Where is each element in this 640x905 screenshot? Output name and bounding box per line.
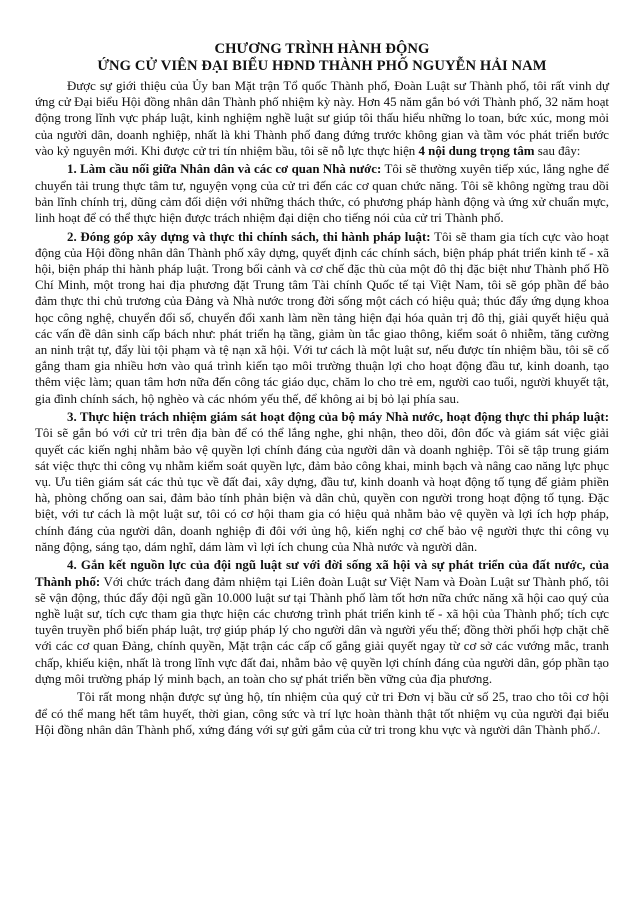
item-3-text: Tôi sẽ gắn bó với cử tri trên địa bàn để có thể lắng nghe, ghi nhận, theo dõi, đôn đốc và giám sát việc giải quyết các kiến nghị nhằm bảo vệ quyền lợi chính đáng của người dân và doanh nghiệp. Tôi sẽ tập trung giám sát việc thực thi công vụ nhằm kiểm soát quyền lực, đảm bảo công khai, minh bạch và nâng cao năng lực phục vụ. Ưu tiên giám sát các thủ tục về đất đai, xây dựng, đầu tư, kinh doanh và hoạt động tố tụng để giảm phiền hà, phòng chống oan sai, đảm bảo tính phản biện và dân chủ, quyền con người trong hoạt động tố tụng. Đặc biệt, với tư cách là một luật sư, tôi có cơ hội tham gia có hiệu quả nhằm bảo vệ quyền và lợi ích hợp pháp, chính đáng của người dân, doanh nghiệp đi đôi với ủng hộ, kiến nghị cơ chế bảo vệ người thực thi công vụ năng động, sáng tạo, dám nghĩ, dám làm vì lợi ích chung của Nhà nước và người dân. (35, 426, 609, 554)
item-3-paragraph (35, 409, 609, 555)
item-1-text: Tôi sẽ thường xuyên tiếp xúc, lắng nghe để chuyển tải trung thực tâm tư, nguyện vọng của cử tri đến các cơ quan chức năng. Tôi sẽ không ngừng trau dồi bản lĩnh chính trị, dũng cảm đối diện với những thách thức, có phương pháp hành động và ứng xử chuẩn mực, linh hoạt để có thể thực hiện được trách nhiệm đại diện cho tiếng nói của cử tri Thành phố. (35, 162, 609, 226)
item-1-heading: 1. Làm cầu nối giữa Nhân dân và các cơ quan Nhà nước: (67, 162, 382, 177)
item-3-heading: 3. Thực hiện trách nhiệm giám sát hoạt động của bộ máy Nhà nước, hoạt động thực thi pháp luật: (67, 410, 609, 425)
intro-bold-text: 4 nội dung trọng tâm (418, 143, 535, 158)
document-title (35, 41, 609, 75)
title-line-2: ỨNG CỬ VIÊN ĐẠI BIỂU HĐND THÀNH PHỐ NGUYỄN HẢI NAM (97, 58, 547, 74)
item-1-paragraph (35, 161, 609, 226)
item-2-text: Tôi sẽ tham gia tích cực vào hoạt động của Hội đồng nhân dân Thành phố xây dựng, quyết định các chính sách, biện pháp phát triển kinh tế - xã hội, biện pháp thi hành pháp luật. Trong bối cảnh và cơ chế đặc thù của một đô thị đặc biệt như Thành phố Hồ Chí Minh, một trong hai địa phương đặt Trung tâm Tài chính Quốc tế tại Việt Nam, tôi sẽ góp phần để bảo đảm thực thi chủ trương của Đảng và Nhà nước trong đời sống một cách có hiệu quả; thúc đẩy ứng dụng khoa học công nghệ, chuyển đổi số, chuyển đổi xanh làm nền tảng hiện đại hóa quản trị đô thị, giải quyết hiệu quả các vấn đề dân sinh cấp bách như: phát triển hạ tầng, giảm ùn tắc giao thông, kiểm soát ô nhiễm, tăng cường an ninh trật tự, đẩy lùi tội phạm và tệ nạn xã hội. Với tư cách là một luật sư, nếu được tín nhiệm bầu, tôi sẽ cố gắng tham gia nhiều hơn vào quá trình kiến tạo môi trường thuận lợi cho hoạt động đầu tư, kinh doanh, tạo thêm việc làm; quan tâm hơn nữa đến công tác giáo dục, chăm lo cho trẻ em, người cao tuổi, người khuyết tật, gia đình chính sách, hộ nghèo và các nhóm yếu thế, để không ai bị bỏ lại phía sau. (35, 229, 609, 406)
title-line-1: CHƯƠNG TRÌNH HÀNH ĐỘNG (214, 41, 430, 57)
item-2-heading: 2. Đóng góp xây dựng và thực thi chính sách, thi hành pháp luật: (67, 229, 431, 244)
intro-after-text: sau đây: (534, 143, 581, 158)
intro-paragraph (35, 78, 609, 159)
intro-text: Được sự giới thiệu của Ủy ban Mặt trận Tổ quốc Thành phố, Đoàn Luật sư Thành phố, tôi rất vinh dự ứng cử Đại biểu Hội đồng nhân dân Thành phố nhiệm kỳ này. Hơn 45 năm gắn bó với Thành phố, 32 năm hoạt động trong lĩnh vực pháp luật, kinh nghiệm nghề luật sư giúp tôi thấu hiểu những lo toan, bức xúc, mong mỏi của người dân, doanh nghiệp, nhất là khi Thành phố đang đứng trước không gian và tầm vóc phát triển bước vào kỷ nguyên mới. Khi được cử tri tín nhiệm bầu, tôi sẽ nỗ lực thực hiện (35, 79, 609, 158)
item-2-paragraph (35, 229, 609, 407)
item-4-paragraph (35, 557, 609, 687)
document-body (35, 78, 609, 738)
item-4-heading: 4. Gắn kết nguồn lực của đội ngũ luật sư với đời sống xã hội và sự phát triển của đất nước, của Thành phố: (35, 558, 609, 589)
item-4-text: Với chức trách đang đảm nhiệm tại Liên đoàn Luật sư Việt Nam và Đoàn Luật sư Thành phố, tôi sẽ vận động, thúc đẩy đội ngũ gần 10.000 luật sư tại Thành phố làm tốt hơn nữa chức năng xã hội cao quý của nghề luật sư, tích cực tham gia thực hiện các chương trình phát triển kinh tế - xã hội của Thành phố; tích cực tuyên truyền phổ biến pháp luật, trợ giúp pháp lý cho người dân và người yếu thế; đồng thời phối hợp chặt chẽ với các cơ quan Đảng, chính quyền, Mặt trận các cấp cố gắng giải quyết ngay từ cơ sở các vướng mắc, tranh chấp, khiếu kiện, nhất là trong lĩnh vực đất đai, nhằm bảo vệ quyền lợi chính đáng của người dân, góp phần tạo dựng môi trường pháp lý minh bạch, an toàn cho sự phát triển bền vững của địa phương. (35, 574, 609, 686)
closing-paragraph: Tôi rất mong nhận được sự ủng hộ, tín nhiệm của quý cử tri Đơn vị bầu cử số 25, trao cho tôi cơ hội để có thể mang hết tâm huyết, thời gian, công sức và trí lực hoàn thành thật tốt nhiệm vụ của người đại biểu Hội đồng nhân dân Thành phố, xứng đáng với sự gửi gắm của cử tri trong khu vực và người dân Thành phố./. (35, 690, 609, 737)
